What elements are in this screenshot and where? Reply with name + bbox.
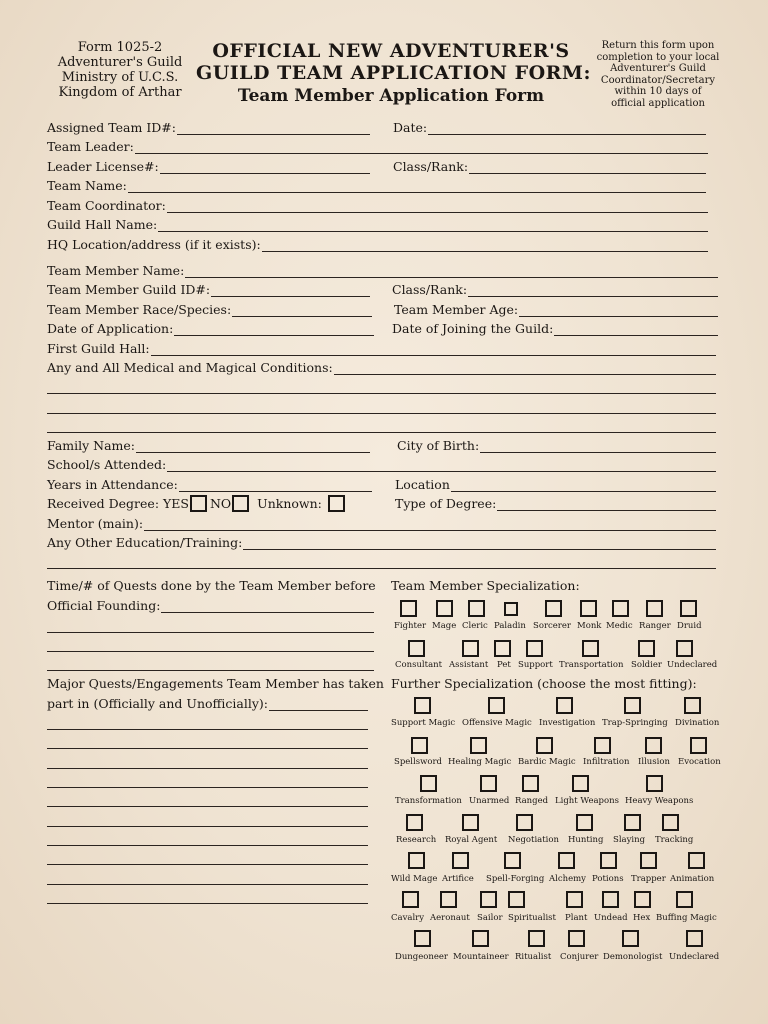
fill-line[interactable]	[128, 181, 706, 193]
fill-line[interactable]	[262, 240, 708, 252]
form-title-line-1: OFFICIAL NEW ADVENTURER'S	[212, 40, 570, 62]
fill-line[interactable]	[136, 441, 370, 453]
field-label: Class/Rank:	[392, 282, 468, 297]
member-name-field[interactable]	[47, 263, 718, 278]
fill-line[interactable]	[185, 266, 718, 278]
further-light-weapons-checkbox[interactable]	[572, 775, 589, 792]
quests-before-heading: Time/# of Quests done by the Team Member before	[47, 578, 376, 593]
member-age-field[interactable]	[394, 302, 718, 317]
further-trap-springing-checkbox[interactable]	[624, 697, 641, 714]
fill-line[interactable]	[428, 123, 706, 135]
further-spellsword-checkbox[interactable]	[411, 737, 428, 754]
fill-line[interactable]	[151, 344, 716, 356]
field-label: Location	[395, 477, 450, 492]
further-animation-checkbox[interactable]	[688, 852, 705, 869]
type-of-degree-field[interactable]	[395, 496, 716, 511]
field-label: First Guild Hall:	[47, 341, 150, 356]
major-quests-line[interactable]	[47, 787, 368, 788]
further-divination-checkbox[interactable]	[684, 697, 701, 714]
fill-line[interactable]	[497, 499, 716, 511]
further-label: Undeclared	[669, 952, 720, 962]
medical-extra-line[interactable]	[47, 413, 716, 414]
further-label: Illusion	[638, 757, 670, 767]
major-quests-line[interactable]	[47, 748, 368, 749]
field-label: Any and All Medical and Magical Conditions:	[47, 360, 333, 375]
further-negotiation-checkbox[interactable]	[516, 814, 533, 831]
member-class-rank-field[interactable]	[392, 282, 718, 297]
degree-yes-checkbox[interactable]	[190, 495, 207, 512]
further-hex-checkbox[interactable]	[634, 891, 651, 908]
fill-line[interactable]	[177, 123, 370, 135]
major-quests-line[interactable]	[47, 884, 368, 885]
assigned-team-id-field[interactable]	[47, 120, 370, 135]
fill-line[interactable]	[554, 324, 718, 336]
field-label: part in (Officially and Unofficially):	[47, 696, 268, 711]
fill-line[interactable]	[174, 324, 374, 336]
field-label: HQ Location/address (if it exists):	[47, 237, 261, 252]
spec-label: Medic	[606, 621, 633, 631]
further-label: Divination	[675, 718, 720, 728]
received-degree-group	[47, 495, 348, 512]
further-bardic-magic-checkbox[interactable]	[536, 737, 553, 754]
further-artifice-checkbox[interactable]	[452, 852, 469, 869]
further-label: Ranged	[515, 796, 549, 806]
fill-line[interactable]	[519, 305, 718, 317]
further-alchemy-checkbox[interactable]	[558, 852, 575, 869]
first-guild-hall-field[interactable]	[47, 341, 716, 356]
class-rank-field[interactable]	[393, 159, 706, 174]
hq-location-field[interactable]	[47, 237, 708, 252]
quests-before-line[interactable]	[47, 670, 374, 671]
further-label: Sailor	[477, 913, 503, 923]
spec-label: Assistant	[449, 660, 489, 670]
further-label: Plant	[565, 913, 588, 923]
issuer-ministry: Ministry of U.C.S.	[61, 70, 179, 85]
further-label: Undead	[594, 913, 628, 923]
field-label: Date of Joining the Guild:	[392, 321, 554, 336]
further-label: Trapper	[631, 874, 666, 884]
major-quests-line[interactable]	[47, 864, 368, 865]
further-label: Research	[396, 835, 437, 845]
issuer-guild: Adventurer's Guild	[57, 55, 183, 70]
further-sailor-checkbox[interactable]	[480, 891, 497, 908]
spec-sorcerer-checkbox[interactable]	[545, 600, 562, 617]
further-label: Offensive Magic	[462, 718, 532, 728]
spec-label: Consultant	[395, 660, 443, 670]
further-label: Alchemy	[549, 874, 586, 884]
date-of-joining-field[interactable]	[392, 321, 718, 336]
spec-label: Mage	[432, 621, 457, 631]
medical-extra-line[interactable]	[47, 393, 716, 394]
spec-label: Pet	[497, 660, 511, 670]
field-label: Class/Rank:	[393, 159, 469, 174]
team-coordinator-field[interactable]	[47, 198, 708, 213]
major-quests-line[interactable]	[47, 806, 368, 807]
further-royal-agent-checkbox[interactable]	[462, 814, 479, 831]
fill-line[interactable]	[167, 460, 716, 472]
fill-line[interactable]	[334, 363, 716, 375]
further-label: Transformation	[395, 796, 462, 806]
further-demonologist-checkbox[interactable]	[622, 930, 639, 947]
member-guild-id-field[interactable]	[47, 282, 370, 297]
further-label: Evocation	[678, 757, 721, 767]
city-of-birth-field[interactable]	[397, 438, 716, 453]
years-in-attendance-field[interactable]	[47, 477, 372, 492]
return-line: official application	[611, 97, 705, 109]
medical-extra-line[interactable]	[47, 432, 716, 433]
form-title-block	[196, 40, 591, 107]
received-degree-label: Received Degree: YES	[47, 496, 189, 511]
field-label: Type of Degree:	[395, 496, 497, 511]
further-heavy-weapons-checkbox[interactable]	[646, 775, 663, 792]
spec-medic-checkbox[interactable]	[612, 600, 629, 617]
fill-line[interactable]	[451, 480, 716, 492]
major-quests-line[interactable]	[47, 826, 368, 827]
spec-monk-checkbox[interactable]	[580, 600, 597, 617]
further-label: Slaying	[613, 835, 646, 845]
spec-label: Fighter	[394, 621, 427, 631]
spec-mage-checkbox[interactable]	[436, 600, 453, 617]
further-label: Buffing Magic	[656, 913, 717, 923]
fill-line[interactable]	[160, 162, 370, 174]
further-spell-forging-checkbox[interactable]	[504, 852, 521, 869]
further-undeclared-checkbox[interactable]	[686, 930, 703, 947]
field-label: Official Founding:	[47, 598, 161, 613]
further-unarmed-checkbox[interactable]	[480, 775, 497, 792]
field-label: Date of Application:	[47, 321, 174, 336]
further-label: Ritualist	[515, 952, 552, 962]
fill-line[interactable]	[135, 142, 708, 154]
further-aeronaut-checkbox[interactable]	[440, 891, 457, 908]
fill-line[interactable]	[468, 285, 718, 297]
further-label: Heavy Weapons	[625, 796, 694, 806]
fill-line[interactable]	[158, 220, 708, 232]
spec-paladin-checkbox[interactable]	[504, 602, 518, 616]
further-offensive-magic-checkbox[interactable]	[488, 697, 505, 714]
education-extra-line[interactable]	[47, 568, 716, 569]
form-issuer-block	[40, 40, 200, 100]
return-line: Adventurer's Guild	[610, 63, 706, 74]
date-field[interactable]	[393, 120, 706, 135]
further-mountaineer-checkbox[interactable]	[472, 930, 489, 947]
further-spiritualist-checkbox[interactable]	[508, 891, 525, 908]
further-label: Support Magic	[391, 718, 456, 728]
further-transformation-checkbox[interactable]	[420, 775, 437, 792]
field-label: Team Leader:	[47, 139, 134, 154]
further-potions-checkbox[interactable]	[600, 852, 617, 869]
major-quests-line[interactable]	[47, 845, 368, 846]
fill-line[interactable]	[167, 201, 708, 213]
further-illusion-checkbox[interactable]	[645, 737, 662, 754]
field-label: Date:	[393, 120, 428, 135]
major-quests-heading: Major Quests/Engagements Team Member has taken	[47, 676, 384, 691]
return-line: within 10 days of	[614, 86, 702, 97]
team-leader-field[interactable]	[47, 139, 708, 154]
spec-label: Cleric	[462, 621, 488, 631]
spec-cleric-checkbox[interactable]	[468, 600, 485, 617]
further-wild-mage-checkbox[interactable]	[408, 852, 425, 869]
spec-soldier-checkbox[interactable]	[638, 640, 655, 657]
spec-label: Soldier	[631, 660, 662, 670]
further-label: Hex	[633, 913, 651, 923]
further-investigation-checkbox[interactable]	[556, 697, 573, 714]
form-subtitle: Team Member Application Form	[237, 86, 545, 106]
further-hunting-checkbox[interactable]	[576, 814, 593, 831]
further-label: Royal Agent	[445, 835, 498, 845]
further-label: Animation	[670, 874, 715, 884]
further-ranged-checkbox[interactable]	[522, 775, 539, 792]
further-conjurer-checkbox[interactable]	[568, 930, 585, 947]
field-label: Team Member Name:	[47, 263, 185, 278]
spec-pet-checkbox[interactable]	[494, 640, 511, 657]
further-label: Infiltration	[583, 757, 630, 767]
major-quests-line[interactable]	[47, 729, 368, 730]
spec-druid-checkbox[interactable]	[680, 600, 697, 617]
further-specialization-heading: Further Specialization (choose the most fitting):	[391, 676, 697, 691]
further-label: Wild Mage	[391, 874, 438, 884]
spec-support-checkbox[interactable]	[526, 640, 543, 657]
further-undead-checkbox[interactable]	[602, 891, 619, 908]
field-label: Team Coordinator:	[47, 198, 166, 213]
degree-no-checkbox[interactable]	[232, 495, 249, 512]
fill-line[interactable]	[161, 601, 374, 613]
location-field[interactable]	[395, 477, 716, 492]
degree-no-label: NO	[209, 496, 232, 511]
medical-conditions-field[interactable]	[47, 360, 716, 375]
further-label: Demonologist	[603, 952, 663, 962]
return-line: Return this form upon	[601, 40, 715, 51]
spec-ranger-checkbox[interactable]	[646, 600, 663, 617]
fill-line[interactable]	[211, 285, 370, 297]
further-cavalry-checkbox[interactable]	[402, 891, 419, 908]
other-education-field[interactable]	[47, 535, 716, 550]
spec-label: Sorcerer	[533, 621, 571, 631]
family-name-field[interactable]	[47, 438, 370, 453]
further-label: Investigation	[539, 718, 596, 728]
field-label: Mentor (main):	[47, 516, 144, 531]
further-label: Hunting	[568, 835, 604, 845]
member-race-field[interactable]	[47, 302, 372, 317]
form-number: Form 1025-2	[77, 40, 163, 55]
spec-label: Paladin	[494, 621, 526, 631]
further-infiltration-checkbox[interactable]	[594, 737, 611, 754]
fill-line[interactable]	[179, 480, 372, 492]
further-label: Healing Magic	[448, 757, 512, 767]
degree-unknown-label: Unknown:	[257, 496, 322, 511]
further-label: Spiritualist	[508, 913, 556, 923]
further-label: Trap-Springing	[602, 718, 668, 728]
field-label: Assigned Team ID#:	[47, 120, 176, 135]
guild-hall-name-field[interactable]	[47, 217, 708, 232]
further-support-magic-checkbox[interactable]	[414, 697, 431, 714]
spec-assistant-checkbox[interactable]	[462, 640, 479, 657]
return-line: completion to your local	[596, 51, 720, 63]
spec-transportation-checkbox[interactable]	[582, 640, 599, 657]
further-label: Conjurer	[560, 952, 599, 962]
team-name-field[interactable]	[47, 178, 706, 193]
field-label: Leader License#:	[47, 159, 159, 174]
form-title-line-2: GUILD TEAM APPLICATION FORM:	[196, 62, 591, 84]
further-label: Light Weapons	[555, 796, 619, 806]
spec-label: Transportation	[559, 660, 624, 670]
major-quests-line[interactable]	[47, 903, 368, 904]
further-label: Aeronaut	[430, 913, 470, 923]
schools-attended-field[interactable]	[47, 457, 716, 472]
quests-before-line[interactable]	[47, 632, 374, 633]
further-label: Mountaineer	[453, 952, 509, 962]
fill-line[interactable]	[144, 519, 716, 531]
fill-line[interactable]	[232, 305, 372, 317]
fill-line[interactable]	[243, 538, 716, 550]
further-label: Artifice	[442, 874, 474, 884]
field-label: School/s Attended:	[47, 457, 167, 472]
field-label: Guild Hall Name:	[47, 217, 158, 232]
further-tracking-checkbox[interactable]	[662, 814, 679, 831]
further-label: Spellsword	[394, 757, 442, 767]
further-label: Cavalry	[391, 913, 425, 923]
spec-label: Monk	[577, 621, 602, 631]
field-label: Family Name:	[47, 438, 136, 453]
field-label: Team Member Guild ID#:	[47, 282, 211, 297]
leader-license-field[interactable]	[47, 159, 370, 174]
further-label: Unarmed	[469, 796, 510, 806]
further-healing-magic-checkbox[interactable]	[470, 737, 487, 754]
further-slaying-checkbox[interactable]	[624, 814, 641, 831]
spec-label: Ranger	[639, 621, 671, 631]
official-founding-field[interactable]	[47, 598, 374, 613]
date-of-application-field[interactable]	[47, 321, 374, 336]
return-line: Coordinator/Secretary	[600, 74, 716, 86]
spec-label: Undeclared	[667, 660, 718, 670]
field-label: Team Member Age:	[394, 302, 519, 317]
specialization-heading: Team Member Specialization:	[391, 578, 580, 593]
spec-label: Druid	[677, 621, 702, 631]
fill-line[interactable]	[469, 162, 706, 174]
issuer-kingdom: Kingdom of Arthar	[58, 85, 182, 100]
fill-line[interactable]	[480, 441, 716, 453]
further-label: Negotiation	[508, 835, 559, 845]
return-instructions	[588, 40, 728, 109]
further-label: Spell-Forging	[486, 874, 545, 884]
field-label: Team Member Race/Species:	[47, 302, 232, 317]
further-label: Potions	[592, 874, 624, 884]
field-label: Any Other Education/Training:	[47, 535, 243, 550]
mentor-field[interactable]	[47, 516, 716, 531]
further-dungeoneer-checkbox[interactable]	[414, 930, 431, 947]
spec-fighter-checkbox[interactable]	[400, 600, 417, 617]
further-research-checkbox[interactable]	[406, 814, 423, 831]
further-buffing-magic-checkbox[interactable]	[676, 891, 693, 908]
further-evocation-checkbox[interactable]	[690, 737, 707, 754]
further-plant-checkbox[interactable]	[566, 891, 583, 908]
further-trapper-checkbox[interactable]	[640, 852, 657, 869]
quests-before-line[interactable]	[47, 651, 374, 652]
spec-consultant-checkbox[interactable]	[408, 640, 425, 657]
further-label: Tracking	[655, 835, 694, 845]
major-quests-field[interactable]	[47, 696, 368, 711]
field-label: Years in Attendance:	[47, 477, 178, 492]
fill-line[interactable]	[269, 699, 368, 711]
further-label: Dungeoneer	[395, 952, 448, 962]
major-quests-line[interactable]	[47, 768, 368, 769]
degree-unknown-checkbox[interactable]	[328, 495, 345, 512]
field-label: City of Birth:	[397, 438, 480, 453]
spec-label: Support	[518, 660, 553, 670]
further-label: Bardic Magic	[518, 757, 576, 767]
spec-undeclared-checkbox[interactable]	[676, 640, 693, 657]
field-label: Team Name:	[47, 178, 127, 193]
further-ritualist-checkbox[interactable]	[528, 930, 545, 947]
